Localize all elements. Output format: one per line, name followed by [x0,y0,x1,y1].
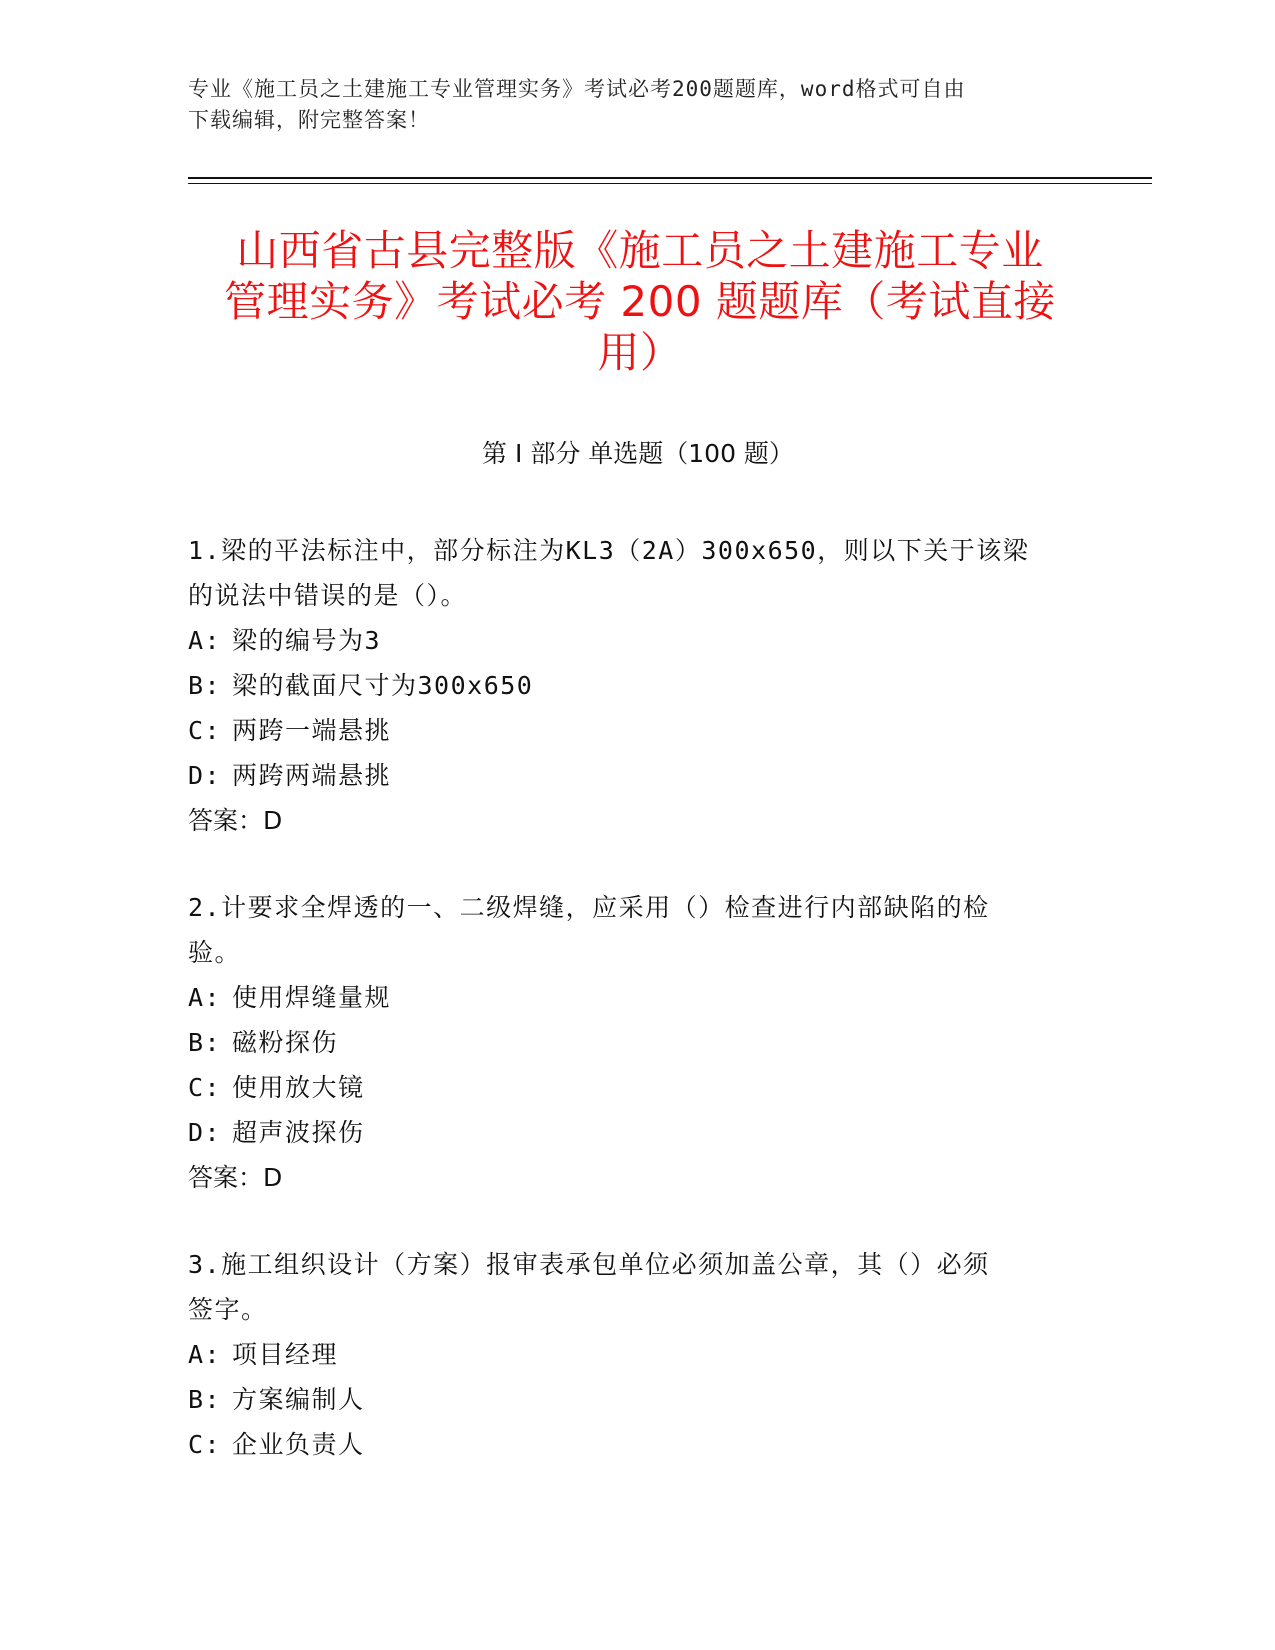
option-text: 项目经理 [232,1340,339,1369]
question-1 [188,528,1068,843]
option-key: A: [188,626,222,655]
document-title-line-2: 管理实务》考试必考 200 题题库（考试直接 [224,277,1056,326]
question-stem-line: 3.施工组织设计（方案）报审表承包单位必须加盖公章，其（）必须 [188,1250,990,1279]
option-key: C: [188,1073,222,1102]
answer-line: 答案：D [188,806,283,835]
option-key: A: [188,983,222,1012]
option-key: B: [188,1028,222,1057]
option-d [188,1110,1068,1155]
question-stem-line: 2.计要求全焊透的一、二级焊缝，应采用（）检查进行内部缺陷的检 [188,893,990,922]
option-text: 梁的编号为3 [232,626,382,655]
question-2 [188,885,1068,1200]
option-c [188,1422,1068,1467]
document-title-line-1: 山西省古县完整版《施工员之土建施工专业 [236,226,1044,275]
option-text: 方案编制人 [232,1385,365,1414]
question-stem [188,528,1068,618]
question-stem-line: 签字。 [188,1295,268,1324]
option-key: A: [188,1340,222,1369]
option-a [188,1332,1068,1377]
option-text: 使用放大镜 [232,1073,365,1102]
option-key: D: [188,761,222,790]
document-title-line-3: 用） [597,328,683,377]
option-text: 两跨两端悬挑 [232,761,392,790]
option-c [188,708,1068,753]
section-heading: 第 I 部分 单选题（100 题） [482,439,794,468]
option-key: B: [188,671,222,700]
option-text: 磁粉探伤 [232,1028,339,1057]
option-key: B: [188,1385,222,1414]
option-text: 梁的截面尺寸为300x650 [232,671,534,700]
option-text: 企业负责人 [232,1430,365,1459]
option-c [188,1065,1068,1110]
header-note [188,74,1068,136]
option-text: 两跨一端悬挑 [232,716,392,745]
option-text: 超声波探伤 [232,1118,365,1147]
header-divider-thick [188,177,1152,179]
option-d [188,753,1068,798]
option-b [188,663,1068,708]
option-key: D: [188,1118,222,1147]
question-3 [188,1242,1068,1467]
question-list [188,528,1068,1509]
question-stem [188,885,1068,975]
question-stem-line: 的说法中错误的是（）。 [188,581,468,610]
option-a [188,618,1068,663]
header-note-line-2: 下载编辑，附完整答案！ [188,108,430,132]
question-stem-line: 1.梁的平法标注中，部分标注为KL3（2A）300x650，则以下关于该梁 [188,536,1030,565]
option-b [188,1020,1068,1065]
option-key: C: [188,716,222,745]
question-stem-line: 验。 [188,938,242,967]
option-b [188,1377,1068,1422]
answer-line: 答案：D [188,1163,283,1192]
option-key: C: [188,1430,222,1459]
question-stem [188,1242,1068,1332]
option-text: 使用焊缝量规 [232,983,392,1012]
option-a [188,975,1068,1020]
header-divider-thin [188,183,1152,184]
header-note-line-1: 专业《施工员之土建施工专业管理实务》考试必考200题题库，word格式可自由 [188,77,966,101]
document-title [190,225,1090,378]
